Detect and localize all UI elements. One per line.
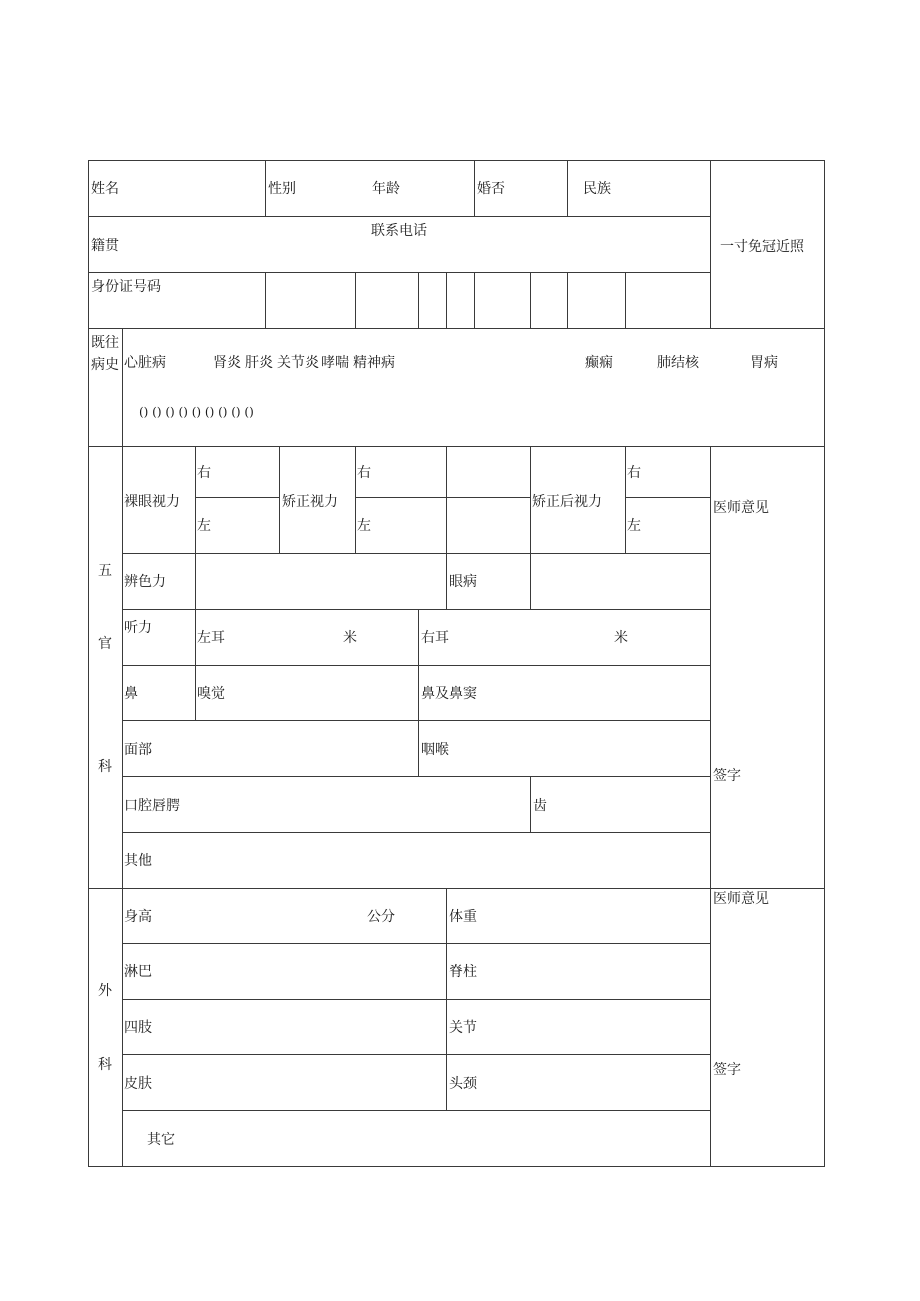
border-bottom xyxy=(88,1166,825,1167)
id-number-label: 身份证号码 xyxy=(91,279,161,295)
eye-disease-label: 眼病 xyxy=(449,574,477,590)
left-ear-label: 左耳 xyxy=(197,630,225,646)
row-line xyxy=(195,497,279,498)
col-line xyxy=(265,160,266,216)
after-correction-label: 矫正后视力 xyxy=(532,494,602,510)
history-liver: 肝炎 xyxy=(245,355,273,371)
skin-label: 皮肤 xyxy=(124,1076,152,1092)
phone-label: 联系电话 xyxy=(371,223,427,239)
col-line xyxy=(567,160,568,216)
row-line xyxy=(122,776,711,777)
col-line xyxy=(530,446,531,553)
after-right-label: 右 xyxy=(627,465,641,481)
naked-vision-label: 裸眼视力 xyxy=(124,494,180,510)
row-line xyxy=(122,832,711,833)
surgery-other-label: 其它 xyxy=(147,1132,175,1148)
joints-label: 关节 xyxy=(449,1020,477,1036)
history-label-1: 既往 xyxy=(91,335,119,351)
col-line xyxy=(355,446,356,553)
nose-label: 鼻 xyxy=(124,686,138,702)
label-column-line xyxy=(122,328,123,1167)
history-tb: 肺结核 xyxy=(657,355,699,371)
photo-label: 一寸免冠近照 xyxy=(720,239,804,255)
col-line xyxy=(195,609,196,720)
col-line xyxy=(418,609,419,776)
row-line xyxy=(122,720,711,721)
age-label: 年龄 xyxy=(372,181,400,197)
five-senses-opinion-label: 医师意见 xyxy=(713,500,769,516)
col-line xyxy=(446,446,447,553)
height-label: 身高 xyxy=(124,909,152,925)
col-line xyxy=(530,553,531,609)
history-heart: 心脏病 xyxy=(124,355,166,371)
ethnicity-label: 民族 xyxy=(583,181,611,197)
left-ear-unit: 米 xyxy=(343,630,357,646)
row-line xyxy=(122,1110,711,1111)
history-joint: 关节炎 xyxy=(277,355,319,371)
right-ear-label: 右耳 xyxy=(421,630,449,646)
history-asthma: 哮喘 xyxy=(321,355,349,371)
height-unit: 公分 xyxy=(367,909,395,925)
row-line xyxy=(355,497,530,498)
throat-label: 咽喉 xyxy=(421,742,449,758)
section-line xyxy=(88,328,825,329)
col-line xyxy=(530,776,531,832)
naked-right-label: 右 xyxy=(197,465,211,481)
col-line xyxy=(446,888,447,1110)
col-line xyxy=(474,160,475,216)
lymph-label: 淋巴 xyxy=(124,964,152,980)
corrected-right-label: 右 xyxy=(357,465,371,481)
history-kidney: 肾炎 xyxy=(213,355,241,371)
section-line xyxy=(88,888,825,889)
hearing-label: 听力 xyxy=(124,620,152,636)
id-cell-line xyxy=(474,272,475,328)
smell-label: 嗅觉 xyxy=(197,686,225,702)
border-top xyxy=(88,160,825,161)
row-line xyxy=(122,943,711,944)
row-line xyxy=(88,216,711,217)
five-senses-label-3: 科 xyxy=(98,759,112,775)
mouth-label: 口腔唇腭 xyxy=(124,798,180,814)
surgery-opinion-label: 医师意见 xyxy=(713,891,769,907)
surgery-signature-label: 签字 xyxy=(713,1062,741,1078)
border-left xyxy=(88,160,89,1167)
five-senses-label-1: 五 xyxy=(98,563,112,579)
surgery-label-2: 科 xyxy=(98,1057,112,1073)
row-line xyxy=(122,609,711,610)
photo-divider xyxy=(710,160,711,328)
col-line xyxy=(279,446,280,553)
head-neck-label: 头颈 xyxy=(449,1076,477,1092)
five-senses-signature-label: 签字 xyxy=(713,768,741,784)
history-mental: 精神病 xyxy=(353,355,395,371)
after-left-label: 左 xyxy=(627,518,641,534)
history-stomach: 胃病 xyxy=(750,355,778,371)
opinion-column-line xyxy=(710,446,711,1167)
weight-label: 体重 xyxy=(449,909,477,925)
native-place-label: 籍贯 xyxy=(91,238,119,254)
id-cell-line xyxy=(567,272,568,328)
face-label: 面部 xyxy=(124,742,152,758)
teeth-label: 齿 xyxy=(533,798,547,814)
history-label-2: 病史 xyxy=(91,357,119,373)
id-cell-line xyxy=(446,272,447,328)
corrected-vision-label: 矫正视力 xyxy=(282,494,338,510)
row-line xyxy=(88,272,711,273)
section-line xyxy=(88,446,825,447)
row-line xyxy=(122,1054,711,1055)
col-line xyxy=(446,553,447,609)
color-vision-label: 辨色力 xyxy=(124,574,166,590)
spine-label: 脊柱 xyxy=(449,964,477,980)
col-line xyxy=(625,446,626,553)
id-cell-line xyxy=(625,272,626,328)
corrected-left-label: 左 xyxy=(357,518,371,534)
id-cell-line xyxy=(530,272,531,328)
name-label: 姓名 xyxy=(91,181,119,197)
history-checkboxes: () () () () () () () () () xyxy=(139,405,254,419)
col-line xyxy=(195,446,196,553)
sinus-label: 鼻及鼻窦 xyxy=(421,686,477,702)
five-senses-other-label: 其他 xyxy=(124,853,152,869)
row-line xyxy=(625,497,711,498)
gender-label: 性别 xyxy=(268,181,296,197)
surgery-label-1: 外 xyxy=(98,983,112,999)
history-epilepsy: 癫痫 xyxy=(585,355,613,371)
five-senses-label-2: 官 xyxy=(98,636,112,652)
id-cell-line xyxy=(355,272,356,328)
col-line xyxy=(195,553,196,609)
limbs-label: 四肢 xyxy=(124,1020,152,1036)
right-ear-unit: 米 xyxy=(614,630,628,646)
marital-label: 婚否 xyxy=(477,181,505,197)
naked-left-label: 左 xyxy=(197,518,211,534)
row-line xyxy=(122,999,711,1000)
id-cell-line xyxy=(418,272,419,328)
row-line xyxy=(122,665,711,666)
border-right xyxy=(824,160,825,1167)
row-line xyxy=(122,553,711,554)
id-cell-line xyxy=(265,272,266,328)
